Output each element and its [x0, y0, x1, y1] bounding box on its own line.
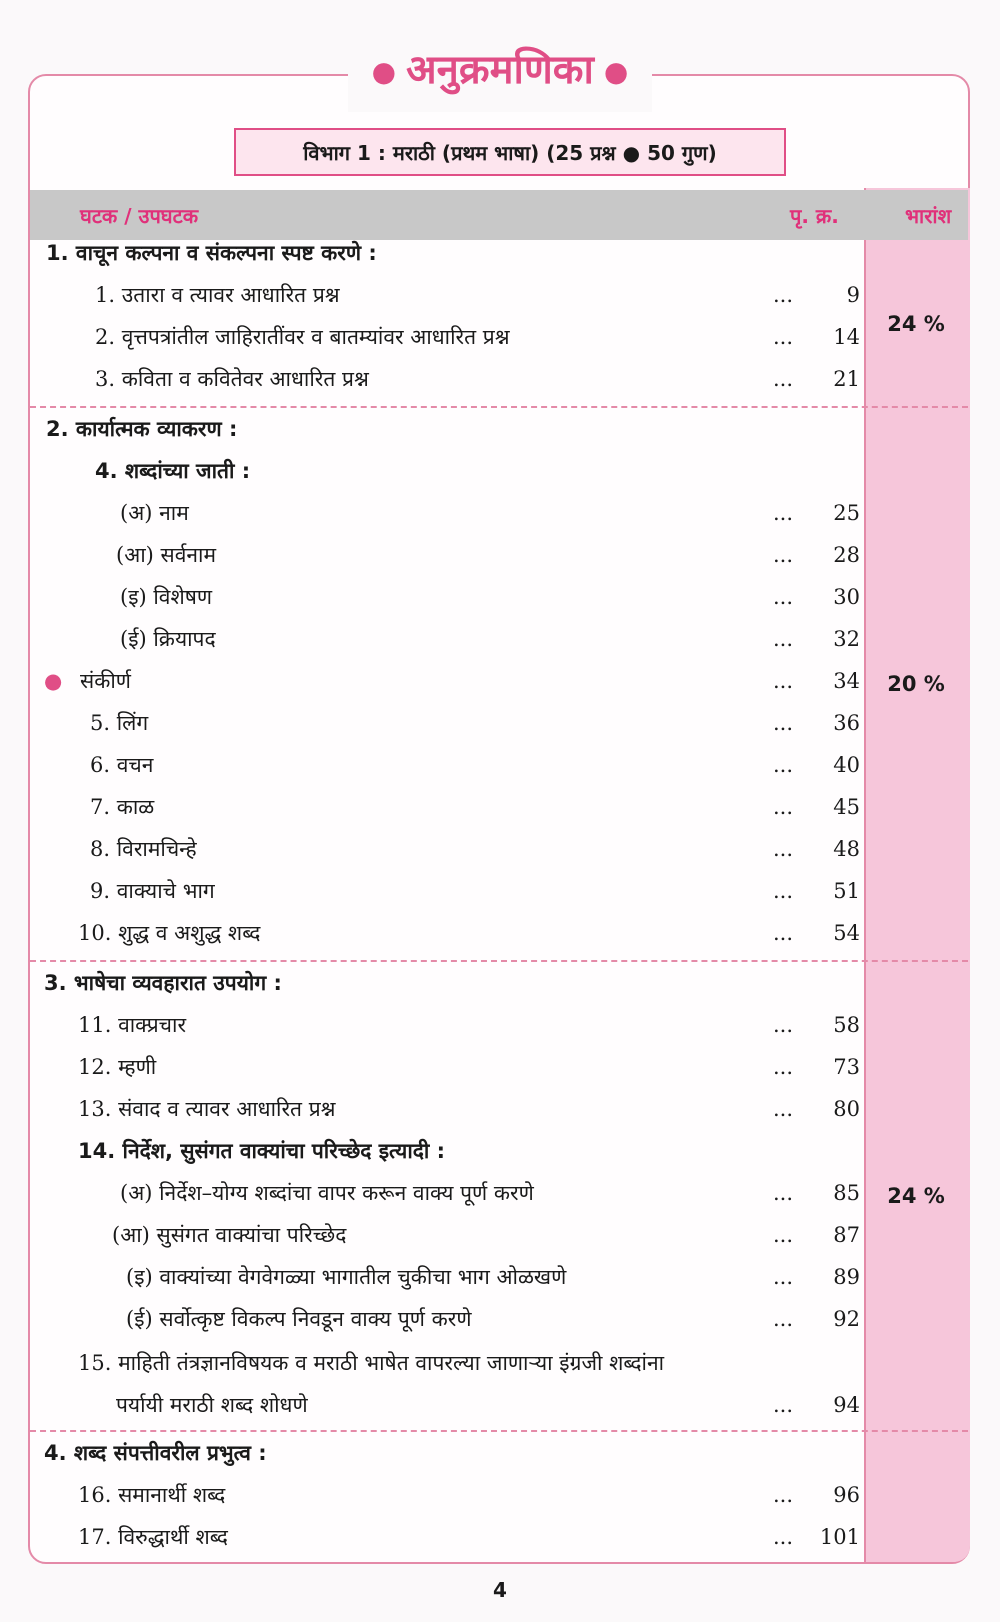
toc-dots: ...	[773, 1393, 794, 1417]
toc-dots: ...	[773, 1265, 794, 1289]
toc-label: 9. वाक्याचे भाग	[90, 879, 215, 903]
toc-row[interactable]	[0, 362, 860, 396]
toc-row[interactable]	[0, 1050, 860, 1084]
toc-label: (आ) सुसंगत वाक्यांचा परिच्छेद	[112, 1223, 347, 1247]
toc-page: 36	[833, 711, 860, 735]
section-heading-row	[0, 966, 860, 1000]
table-header	[30, 190, 968, 240]
section-heading: विभाग 1 : मराठी (प्रथम भाषा) (25 प्रश्न ● 50 गुण)	[234, 128, 786, 176]
toc-label: 7. काळ	[90, 795, 155, 819]
toc-label: 2. वृत्तपत्रांतील जाहिरातींवर व बातम्यांवर आधारित प्रश्न	[95, 325, 510, 349]
toc-row[interactable]	[0, 1092, 860, 1126]
section-heading-row	[0, 412, 860, 446]
toc-page: 51	[833, 879, 860, 903]
toc-label: पर्यायी मराठी शब्द शोधणे	[116, 1393, 308, 1417]
toc-page: 14	[833, 325, 860, 349]
section-heading-row	[0, 1436, 860, 1470]
toc-label: 12. म्हणी	[78, 1055, 157, 1079]
toc-row[interactable]	[0, 622, 860, 656]
weightage-column	[864, 188, 970, 1562]
toc-dots: ...	[773, 1013, 794, 1037]
toc-row[interactable]	[0, 1302, 860, 1336]
toc-dots: ...	[773, 367, 794, 391]
section-heading-row	[0, 236, 860, 270]
toc-label: 13. संवाद व त्यावर आधारित प्रश्न	[78, 1097, 336, 1121]
toc-row[interactable]	[0, 664, 860, 698]
toc-label: (ई) क्रियापद	[120, 627, 216, 651]
weightage-value: 20 %	[887, 672, 945, 696]
toc-dots: ...	[773, 921, 794, 945]
toc-row[interactable]	[0, 1176, 860, 1210]
toc-row-line2[interactable]	[0, 1388, 860, 1422]
title-bar	[0, 30, 1000, 112]
toc-page: 73	[833, 1055, 860, 1079]
toc-dots: ...	[773, 501, 794, 525]
sub-heading-row	[0, 454, 860, 488]
toc-page: 34	[833, 669, 860, 693]
toc-label: (इ) वाक्यांच्या वेगवेगळ्या भागातील चुकीचा भाग ओळखणे	[126, 1265, 567, 1289]
toc-dots: ...	[773, 795, 794, 819]
toc-page: 96	[833, 1483, 860, 1507]
toc-dots: ...	[773, 585, 794, 609]
bullet-icon: ●	[44, 669, 63, 693]
toc-label: 8. विरामचिन्हे	[90, 837, 197, 861]
toc-dots: ...	[773, 669, 794, 693]
toc-row[interactable]	[0, 320, 860, 354]
title-dot-icon: ●	[371, 55, 397, 88]
header-page: पृ. क्र.	[790, 204, 839, 228]
header-weight: भारांश	[905, 204, 952, 228]
toc-row[interactable]	[0, 706, 860, 740]
toc-label: (ई) सर्वोत्कृष्ट विकल्प निवडून वाक्य पूर्ण करणे	[126, 1307, 472, 1331]
toc-row[interactable]	[0, 1008, 860, 1042]
toc-row[interactable]	[0, 1260, 860, 1294]
toc-row[interactable]	[0, 748, 860, 782]
toc-label: 11. वाक्प्रचार	[78, 1013, 187, 1037]
toc-label: 17. विरुद्धार्थी शब्द	[78, 1525, 228, 1549]
header-topic: घटक / उपघटक	[80, 204, 199, 228]
toc-page: 48	[833, 837, 860, 861]
toc-dots: ...	[773, 283, 794, 307]
toc-row[interactable]	[0, 496, 860, 530]
toc-row[interactable]	[0, 538, 860, 572]
section-divider	[30, 406, 968, 408]
toc-dots: ...	[773, 879, 794, 903]
page-title: ● अनुक्रमणिका ●	[348, 30, 653, 112]
title-dot-icon: ●	[603, 55, 629, 88]
toc-subheading: 4. शब्दांच्या जाती :	[95, 459, 251, 483]
toc-row[interactable]	[0, 874, 860, 908]
weightage-value: 24 %	[887, 312, 945, 336]
page-number: 4	[493, 1578, 507, 1602]
toc-page: 89	[833, 1265, 860, 1289]
toc-page: 58	[833, 1013, 860, 1037]
toc-dots: ...	[773, 1097, 794, 1121]
section-divider	[30, 1430, 968, 1432]
toc-page: 87	[833, 1223, 860, 1247]
toc-dots: ...	[773, 1525, 794, 1549]
toc-row[interactable]	[0, 278, 860, 312]
toc-page: 54	[833, 921, 860, 945]
toc-row[interactable]	[0, 832, 860, 866]
toc-dots: ...	[773, 543, 794, 567]
toc-page: 28	[833, 543, 860, 567]
toc-label: 1. उतारा व त्यावर आधारित प्रश्न	[95, 283, 340, 307]
toc-page: 85	[833, 1181, 860, 1205]
toc-heading: 1. वाचून कल्पना व संकल्पना स्पष्ट करणे :	[46, 241, 377, 265]
toc-dots: ...	[773, 325, 794, 349]
weightage-value: 24 %	[887, 1184, 945, 1208]
toc-page: 32	[833, 627, 860, 651]
toc-dots: ...	[773, 1307, 794, 1331]
toc-row-line1[interactable]	[0, 1346, 860, 1380]
toc-page: 45	[833, 795, 860, 819]
toc-label: (अ) निर्देश–योग्य शब्दांचा वापर करून वाक्य पूर्ण करणे	[120, 1181, 534, 1205]
toc-label: (इ) विशेषण	[120, 585, 213, 609]
toc-page: 9	[846, 283, 860, 307]
toc-dots: ...	[773, 627, 794, 651]
toc-row[interactable]	[0, 1478, 860, 1512]
toc-label: 6. वचन	[90, 753, 154, 777]
toc-dots: ...	[773, 1055, 794, 1079]
toc-page: 92	[833, 1307, 860, 1331]
toc-dots: ...	[773, 753, 794, 777]
toc-page: 25	[833, 501, 860, 525]
toc-page: 21	[833, 367, 860, 391]
toc-page: 101	[819, 1525, 860, 1549]
toc-label: 15. माहिती तंत्रज्ञानविषयक व मराठी भाषेत वापरल्या जाणाऱ्या इंग्रजी शब्दांना	[78, 1351, 665, 1375]
toc-label: 3. कविता व कवितेवर आधारित प्रश्न	[95, 367, 369, 391]
section-divider	[30, 960, 968, 962]
toc-dots: ...	[773, 1483, 794, 1507]
toc-dots: ...	[773, 1223, 794, 1247]
toc-page: 30	[833, 585, 860, 609]
toc-row[interactable]	[0, 1218, 860, 1252]
toc-label: 10. शुद्ध व अशुद्ध शब्द	[78, 921, 261, 945]
toc-dots: ...	[773, 711, 794, 735]
toc-label: 16. समानार्थी शब्द	[78, 1483, 226, 1507]
toc-subheading: 14. निर्देश, सुसंगत वाक्यांचा परिच्छेद इत्यादी :	[78, 1139, 446, 1163]
toc-label: (अ) नाम	[120, 501, 189, 525]
toc-page: 40	[833, 753, 860, 777]
toc-label: (आ) सर्वनाम	[116, 543, 217, 567]
toc-heading: 4. शब्द संपत्तीवरील प्रभुत्व :	[44, 1441, 267, 1465]
toc-heading: 3. भाषेचा व्यवहारात उपयोग :	[44, 971, 282, 995]
toc-row[interactable]	[0, 1520, 860, 1554]
toc-row[interactable]	[0, 790, 860, 824]
toc-page: 94	[833, 1393, 860, 1417]
toc-label: संकीर्ण	[80, 669, 131, 693]
toc-row[interactable]	[0, 916, 860, 950]
sub-heading-row	[0, 1134, 860, 1168]
toc-label: 5. लिंग	[90, 711, 149, 735]
toc-dots: ...	[773, 1181, 794, 1205]
toc-row[interactable]	[0, 580, 860, 614]
toc-heading: 2. कार्यात्मक व्याकरण :	[46, 417, 238, 441]
toc-page: 80	[833, 1097, 860, 1121]
toc-dots: ...	[773, 837, 794, 861]
